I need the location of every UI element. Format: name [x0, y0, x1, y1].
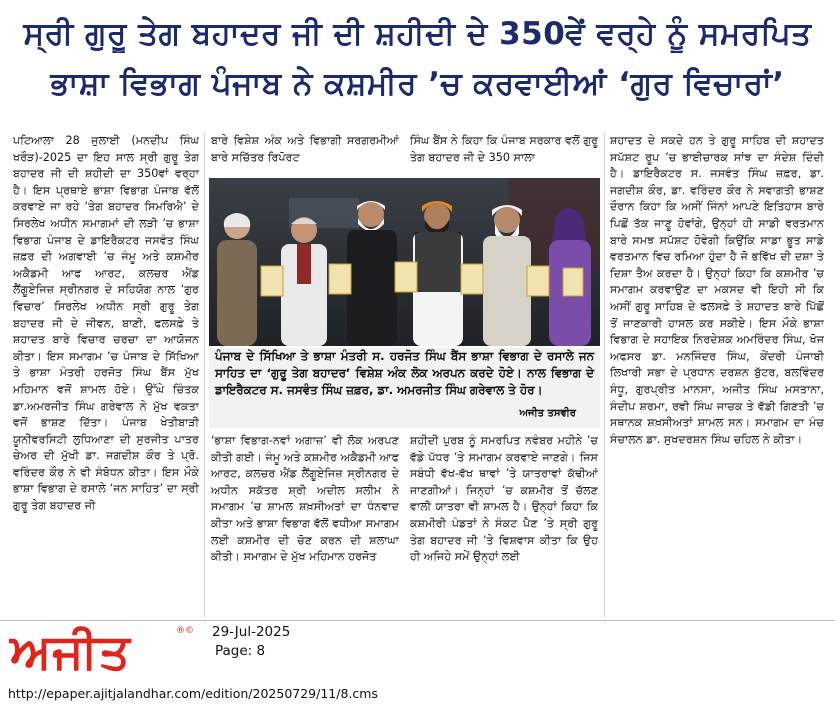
edition-date: 29-Jul-2025 [212, 624, 291, 640]
event-photo [209, 178, 600, 346]
registered-mark: ®© [176, 626, 194, 636]
headline-line-2: ਭਾਸ਼ਾ ਵਿਭਾਗ ਪੰਜਾਬ ਨੇ ਕਸ਼ਮੀਰ ’ਚ ਕਰਵਾਈਆਂ ‘ਗੁਰ ਵਿਚਾਰਾਂ’ [50, 66, 785, 102]
event-photo-illustration [209, 178, 600, 346]
article-column-4 [610, 133, 824, 618]
article-column-3-top [410, 133, 598, 173]
newspaper-logo: ਅਜੀਤ [10, 624, 131, 680]
article-column-2-top [211, 133, 399, 173]
article-text: ਸ਼ਹਾਦਤ ਦੇ ਸਕਦੇ ਹਨ ਤੇ ਗੁਰੂ ਸਾਹਿਬ ਦੀ ਸ਼ਹਾਦਤ ਸਪੱਸ਼ਟ ਰੂਪ ’ਚ ਭਾਈਚਾਰਕ ਸਾਂਝ ਦਾ ਸੰਦੇਸ਼ ਦਿੰਦੀ ਹੈ। ਡਾਇਰੈਕਟਰ ਸ. ਜਸਵੰਤ ਸਿੰਘ ਜ਼ਫ਼ਰ, ਡਾ. ਜਗਦੀਸ਼ ਕੌਰ, ਡਾ. ਵਰਿੰਦਰ ਕੌਰ ਨੇ ਸਵਾਗਤੀ ਭਾਸ਼ਣ ਦੌਰਾਨ ਕਿਹਾ ਕਿ ਅਸੀਂ ਜਿੰਨਾਂ ਆਪਣੇ ਇਤਿਹਾਸ ਬਾਰੇ ਪਿਛੋਂ ਤੱਕ ਜਾਣੂ ਹੋਵਾਂਗੇ, ਉਨ੍ਹਾਂ ਹੀ ਸਾਡੀ ਵਰਤਮਾਨ ਬਾਰੇ ਸਮਝ ਸਪੱਸ਼ਟ ਹੋਵੇਗੀ ਕਿਉਂਕਿ ਸਾਡਾ ਭੂਤ ਸਾਡੇ ਵਰਤਮਾਨ ਵਿਚ ਰਮਿਆ ਹੁੰਦਾ ਹੈ ਜੋ ਭਵਿੱਖ ਦੀ ਦਸ਼ਾ ਤੇ ਦਿਸ਼ਾ ਤੈਅ ਕਰਦਾ ਹੈ। ਉਨ੍ਹਾਂ ਕਿਹਾ ਕਿ ਕਸ਼ਮੀਰ ’ਚ ਸਮਾਗਮ ਕਰਵਾਉਣ ਦਾ ਮਕਸਦ ਵੀ ਇਹੀ ਸੀ ਕਿ ਅਸੀਂ ਗੁਰੂ ਸਾਹਿਬ ਦੇ ਫਲਸਫ਼ੇ ਤੇ ਸ਼ਹਾਦਤ ਬਾਰੇ ਪਿੱਛੋਂ ਤੋਂ ਜਾਣਕਾਰੀ ਹਾਸਲ ਕਰ ਸਕੀਏ। ਇਸ ਮੌਕੇ ਭਾਸ਼ਾ ਵਿਭਾਗ ਦੇ ਸਹਾਇਕ ਨਿਰਦੇਸ਼ਕ ਅਮਰਿੰਦਰ ਸਿੰਘ, ਖੋਜ ਅਫਸਰ ਡਾ. ਮਨਜਿੰਦਰ ਸਿੰਘ, ਕੇਂਦਰੀ ਪੰਜਾਬੀ ਲਿਖਾਰੀ ਸਭਾ ਦੇ ਪ੍ਰਧਾਨ ਦਰਸ਼ਨ ਬੁੱਟਰ, ਬਲਵਿੰਦਰ ਸੰਧੂ, ਗੁਰਪ੍ਰੀਤ ਮਾਨਸਾ, ਅਜੀਤ ਸਿੰਘ ਮਸਤਾਨਾ, ਸੰਦੀਪ ਸ਼ਰਮਾ, ਰਵੀ ਸਿੰਘ ਜਾਚਕ ਤੇ ਵੱਡੀ ਗਿਣਤੀ ’ਚ ਸਥਾਨਕ ਸ਼ਖ਼ਸੀਅਤਾਂ ਸ਼ਾਮਲ ਸਨ। ਸਮਾਗਮ ਦਾ ਮੰਚ ਸੰਚਾਲਨ ਡਾ. ਸੁਖਦਰਸ਼ਨ ਸਿੰਘ ਚਹਿਲ ਨੇ ਕੀਤਾ। [610, 134, 824, 446]
photo-caption [209, 348, 600, 428]
column-divider [604, 133, 605, 618]
article-text: ਸ਼ਹੀਦੀ ਪੁਰਬ ਨੂੰ ਸਮਰਪਿਤ ਨਵੰਬਰ ਮਹੀਨੇ ’ਚ ਵੱਡੇ ਪੱਧਰ ’ਤੇ ਸਮਾਗਮ ਕਰਵਾਏ ਜਾਣਗੇ। ਜਿਸ ਸਬੰਧੀ ਵੱਖ-ਵੱਖ ਥਾਵਾਂ ’ਤੇ ਯਾਤਰਾਵਾਂ ਕੱਢੀਆਂ ਜਾਣਗੀਆਂ। ਜਿਨ੍ਹਾਂ ’ਚ ਕਸ਼ਮੀਰ ਤੋਂ ਚੱਲਣ ਵਾਲੀ ਯਾਤਰਾ ਵੀ ਸ਼ਾਮਲ ਹੈ। ਉਨ੍ਹਾਂ ਕਿਹਾ ਕਿ ਕਸ਼ਮੀਰੀ ਪੰਡਤਾਂ ਨੇ ਸੰਕਟ ਪੈਣ ’ਤੇ ਸ੍ਰੀ ਗੁਰੂ ਤੇਗ ਬਹਾਦਰ ਜੀ ’ਤੇ ਵਿਸ਼ਵਾਸ ਕੀਤਾ ਕਿ ਉਹ ਹੀ ਅਜਿਹੇ ਸਮੇਂ ਉਨ੍ਹਾਂ ਲਈ [410, 434, 598, 564]
article-column-3-bottom [410, 433, 598, 618]
footer-divider [0, 620, 835, 621]
article-column-1 [13, 133, 199, 618]
epaper-url[interactable]: http://epaper.ajitjalandhar.com/edition/20250729/11/8.cms [8, 686, 378, 701]
photo-caption-text: ਪੰਜਾਬ ਦੇ ਸਿੱਖਿਆ ਤੇ ਭਾਸ਼ਾ ਮੰਤਰੀ ਸ. ਹਰਜੋਤ ਸਿੰਘ ਬੈਂਸ ਭਾਸ਼ਾ ਵਿਭਾਗ ਦੇ ਰਸਾਲੇ ਜਨ ਸਾਹਿਤ ਦਾ ‘ਗੁਰੂ ਤੇਗ ਬਹਾਦਰ’ ਵਿਸ਼ੇਸ਼ ਅੰਕ ਲੋਕ ਅਰਪਨ ਕਰਦੇ ਹੋਏ। ਨਾਲ ਵਿਭਾਗ ਦੇ ਡਾਇਰੈਕਟਰ ਸ. ਜਸਵੰਤ ਸਿੰਘ ਜ਼ਫ਼ਰ, ਡਾ. ਅਮਰਜੀਤ ਸਿੰਘ ਗਰੇਵਾਲ ਤੇ ਹੋਰ। [215, 349, 594, 397]
article-text: ‘ਭਾਸ਼ਾ ਵਿਭਾਗ-ਨਵਾਂ ਅਗਾਜ਼’ ਵੀ ਲੋਕ ਅਰਪਣ ਕੀਤੀ ਗਈ। ਜੰਮੂ ਅਤੇ ਕਸ਼ਮੀਰ ਅਕੈਡਮੀ ਆਫ ਆਰਟ, ਕਲਚਰ ਐਂਡ ਲੈਂਗੂਏਜਿਜ਼ ਸ੍ਰੀਨਗਰ ਦੇ ਅਧੀਨ ਸਕੱਤਰ ਸ਼੍ਰੀ ਅਦੀਲ ਸਲੀਮ ਨੇ ਸਮਾਗਮ ’ਚ ਸ਼ਾਮਲ ਸ਼ਖ਼ਸੀਅਤਾਂ ਦਾ ਧੰਨਵਾਦ ਕੀਤਾ ਅਤੇ ਭਾਸ਼ਾ ਵਿਭਾਗ ਵੱਲੋਂ ਵਧੀਆ ਸਮਾਗਮ ਲਈ ਕਸ਼ਮੀਰ ਦੀ ਚੋਣ ਕਰਨ ਦੀ ਸ਼ਲਾਘਾ ਕੀਤੀ। ਸਮਾਗਮ ਦੇ ਮੁੱਖ ਮਹਿਮਾਨ ਹਰਜੋਤ [211, 434, 399, 564]
article-column-2-bottom [211, 433, 399, 618]
article-text: ਪਟਿਆਲਾ 28 ਜੁਲਾਈ (ਮਨਦੀਪ ਸਿੰਘ ਖਰੌੜ)-2025 ਦਾ ਇਹ ਸਾਲ ਸ੍ਰੀ ਗੁਰੂ ਤੇਗ ਬਹਾਦਰ ਜੀ ਦੀ ਸ਼ਹੀਦੀ ਦਾ 350ਵਾਂ ਵਰ੍ਹਾ ਹੈ। ਇਸ ਪ੍ਰਥਾਏ ਭਾਸ਼ਾ ਵਿਭਾਗ ਪੰਜਾਬ ਵੱਲੋਂ ਕਰਵਾਏ ਜਾ ਰਹੇ ‘ਤੇਗ ਬਹਾਦਰ ਸਿਮਰਿਐ’ ਦੇ ਸਿਰਲੇਖ ਅਧੀਨ ਸਮਾਗਮਾਂ ਦੀ ਲੜੀ ’ਚ ਭਾਸ਼ਾ ਵਿਭਾਗ ਪੰਜਾਬ ਦੇ ਡਾਇਰੈਕਟਰ ਜਸਵੰਤ ਸਿੰਘ ਜ਼ਫ਼ਰ ਦੀ ਅਗਵਾਈ ’ਚ ਜੰਮੂ ਅਤੇ ਕਸ਼ਮੀਰ ਅਕੈਡਮੀ ਆਫ ਆਰਟ, ਕਲਚਰ ਐਂਡ ਲੈਂਗੂਏਜਿਜ਼ ਸ੍ਰੀਨਗਰ ਦੇ ਸਹਿਯੋਗ ਨਾਲ ‘ਗੁਰ ਵਿਚਾਰ’ ਸਿਰਲੇਖ ਅਧੀਨ ਸ੍ਰੀ ਗੁਰੂ ਤੇਗ ਬਹਾਦਰ ਜੀ ਦੇ ਜੀਵਨ, ਬਾਣੀ, ਫਲਸਫ਼ੇ ਤੇ ਸ਼ਹਾਦਤ ਬਾਰੇ ਵਿਚਾਰ ਚਰਚਾ ਦਾ ਆਯੋਜਨ ਕੀਤਾ। ਇਸ ਸਮਾਗਮ ’ਚ ਪੰਜਾਬ ਦੇ ਸਿੱਖਿਆ ਤੇ ਭਾਸ਼ਾ ਮੰਤਰੀ ਹਰਜੋਤ ਸਿੰਘ ਬੈਂਸ ਮੁੱਖ ਮਹਿਮਾਨ ਵਜੋਂ ਸ਼ਾਮਲ ਹੋਏ। ਉੱਘੇ ਚਿੰਤਕ ਡਾ.ਅਮਰਜੀਤ ਸਿੰਘ ਗਰੇਵਾਲ ਨੇ ਮੁੱਖ ਵਕਤਾ ਵਜੋਂ ਭਾਸ਼ਣ ਦਿੱਤਾ। ਪੰਜਾਬ ਖੇਤੀਬਾੜੀ ਯੂਨੀਵਰਸਿਟੀ ਲੁਧਿਆਣਾ ਦੀ ਸੁਰਜੀਤ ਪਾਤਰ ਚੇਅਰ ਦੀ ਮੁੱਖੀ ਡਾ. ਜਗਦੀਸ਼ ਕੌਰ ਤੇ ਪ੍ਰੋ. ਵਰਿੰਦਰ ਕੌਰ ਨੇ ਵੀ ਸੰਬੋਧਨ ਕੀਤਾ। ਇਸ ਮੌਕੇ ਭਾਸ਼ਾ ਵਿਭਾਗ ਦੇ ਰਸਾਲੇ ‘ਜਨ ਸਾਹਿਤ’ ਦਾ ਸ੍ਰੀ ਗੁਰੂ ਤੇਗ ਬਹਾਦਰ ਜੀ [13, 134, 199, 513]
column-divider [204, 133, 205, 618]
headline-line-1: ਸ੍ਰੀ ਗੁਰੂ ਤੇਗ ਬਹਾਦਰ ਜੀ ਦੀ ਸ਼ਹੀਦੀ ਦੇ 350ਵੇਂ ਵਰ੍ਹੇ ਨੂੰ ਸਮਰਪਿਤ [23, 16, 812, 52]
article-text: ਸਿੰਘ ਬੈਂਸ ਨੇ ਕਿਹਾ ਕਿ ਪੰਜਾਬ ਸਰਕਾਰ ਵਲੋਂ ਗੁਰੂ ਤੇਗ ਬਹਾਦਰ ਜੀ ਦੇ 350 ਸਾਲਾ [410, 134, 598, 164]
page-number: Page: 8 [215, 643, 266, 659]
article-text: ਬਾਰੇ ਵਿਸ਼ੇਸ਼ ਅੰਕ ਅਤੇ ਵਿਭਾਗੀ ਸਰਗਰਮੀਆਂ ਬਾਰੇ ਸਚਿੱਤਰ ਰਿਪੋਰਟ [211, 134, 399, 164]
photo-credit: ਅਜੀਤ ਤਸਵੀਰ [519, 408, 576, 419]
